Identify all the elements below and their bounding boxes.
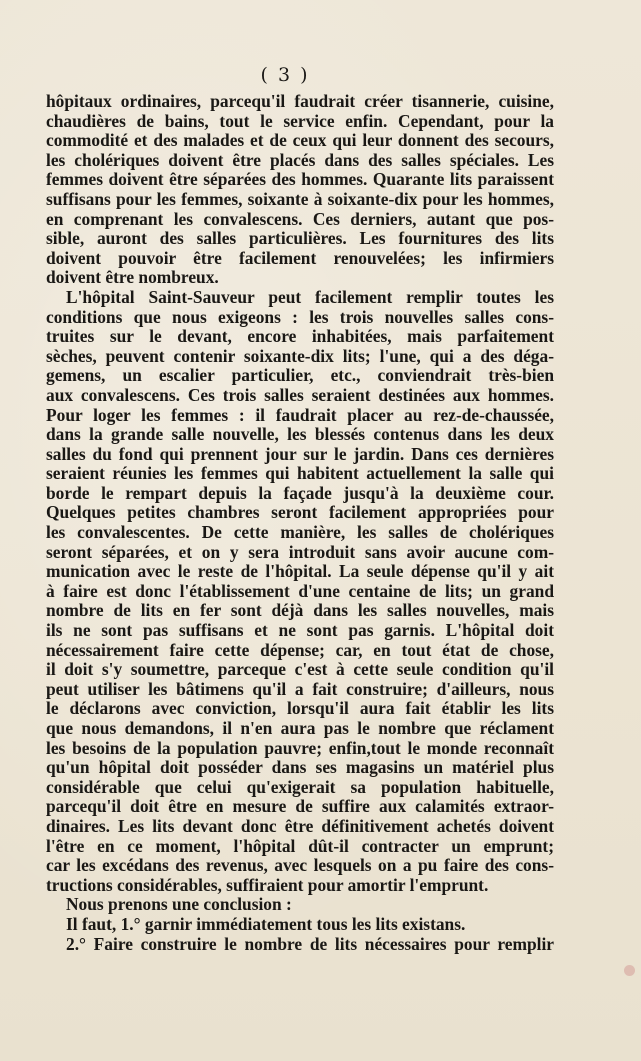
text-line: doivent être nombreux. bbox=[46, 268, 219, 288]
text-line: Nous prenons une conclusion : bbox=[66, 895, 292, 915]
text-line: à faire est donc l'établissement d'une centaine de lits; un grand bbox=[46, 581, 554, 601]
text-line: car les excédans des revenus, avec lesquels on a pu faire des cons- bbox=[46, 856, 554, 876]
text-line: qu'un hôpital doit posséder dans ses magasins un matériel plus bbox=[46, 758, 554, 778]
text-line: Pour loger les femmes : il faudrait placer au rez-de-chaussée, bbox=[46, 405, 554, 425]
text-line: aux convalescens. Ces trois salles seraient destinées aux hommes. bbox=[46, 385, 554, 405]
text-line: parcequ'il doit être en mesure de suffire aux calamités extraor- bbox=[46, 797, 554, 817]
text-line: les cholériques doivent être placés dans des salles spéciales. Les bbox=[46, 150, 554, 170]
text-line: chaudières de bains, tout le service enfin. Cependant, pour la bbox=[46, 111, 554, 131]
text-line: nécessairement faire cette dépense; car, en tout état de chose, bbox=[46, 640, 554, 660]
text-line: ils ne sont pas suffisans et ne sont pas garnis. L'hôpital doit bbox=[46, 621, 554, 641]
text-line: dinaires. Les lits devant donc être définitivement achetés doivent bbox=[46, 816, 554, 836]
text-line: nombre de lits en fer sont déjà dans les salles nouvelles, mais bbox=[46, 601, 554, 621]
text-line: seraient réunies les femmes qui habitent actuellement la salle qui bbox=[46, 464, 554, 484]
text-line: truites sur le devant, encore inhabitées, mais parfaitement bbox=[46, 327, 554, 347]
text-line: en comprenant les convalescens. Ces derniers, autant que pos- bbox=[46, 209, 554, 229]
text-line: considérable que celui qu'exigerait sa population habituelle, bbox=[46, 777, 554, 797]
text-line: Quelques petites chambres seront facilement appropriées pour bbox=[46, 503, 554, 523]
text-line: dans la grande salle nouvelle, les blessés contenus dans les deux bbox=[46, 425, 554, 445]
text-line: hôpitaux ordinaires, parcequ'il faudrait créer tisannerie, cuisine, bbox=[46, 92, 554, 111]
text-line: seront séparées, et on y sera introduit sans avoir aucune com- bbox=[46, 542, 554, 562]
text-line: 2.° Faire construire le nombre de lits nécessaires pour remplir bbox=[66, 934, 554, 954]
text-line: suffisans pour les femmes, soixante à soixante-dix pour les hommes, bbox=[46, 189, 554, 209]
text-line: femmes doivent être séparées des hommes. Quarante lits paraissent bbox=[46, 170, 554, 190]
text-line: le déclarons avec conviction, lorsqu'il aura fait établir les lits bbox=[46, 699, 554, 719]
page-number: ( 3 ) bbox=[260, 64, 310, 86]
text-line: commodité et des malades et de ceux qui leur donnent des secours, bbox=[46, 131, 554, 151]
text-line: les besoins de la population pauvre; enfin,tout le monde reconnaît bbox=[46, 738, 554, 758]
ink-smudge bbox=[624, 965, 635, 976]
text-line: il doit s'y soumettre, parceque c'est à cette seule condition qu'il bbox=[46, 660, 554, 680]
text-line: gemens, un escalier particulier, etc., conviendrait très-bien bbox=[46, 366, 554, 386]
text-line: peut utiliser les bâtimens qu'il a fait construire; d'ailleurs, nous bbox=[46, 679, 554, 699]
text-line: sèches, peuvent contenir soixante-dix lits; l'une, qui a des déga- bbox=[46, 346, 554, 366]
body-text bbox=[46, 92, 554, 954]
text-line: que nous demandons, il n'en aura pas le nombre que réclament bbox=[46, 719, 554, 738]
text-line: salles du fond qui prennent jour sur le jardin. Dans ces dernières bbox=[46, 444, 554, 464]
text-line: Il faut, 1.° garnir immédiatement tous les lits existans. bbox=[66, 914, 466, 934]
text-line: doivent pouvoir être facilement renouvelées; les infirmiers bbox=[46, 248, 554, 268]
text-line: l'être en ce moment, l'hôpital dût-il contracter un emprunt; bbox=[46, 836, 554, 856]
text-line: sible, auront des salles particulières. Les fournitures des lits bbox=[46, 229, 554, 249]
text-line: les convalescentes. De cette manière, les salles de cholériques bbox=[46, 523, 554, 543]
text-line: conditions que nous exigeons : les trois nouvelles salles cons- bbox=[46, 307, 554, 327]
text-line: L'hôpital Saint-Sauveur peut facilement remplir toutes les bbox=[66, 287, 554, 307]
text-line: munication avec le reste de l'hôpital. La seule dépense qu'il y ait bbox=[46, 562, 554, 582]
text-line: tructions considérables, suffiraient pour amortir l'emprunt. bbox=[46, 875, 489, 895]
text-line: borde le rempart depuis la façade jusqu'à la deuxième cour. bbox=[46, 483, 554, 503]
